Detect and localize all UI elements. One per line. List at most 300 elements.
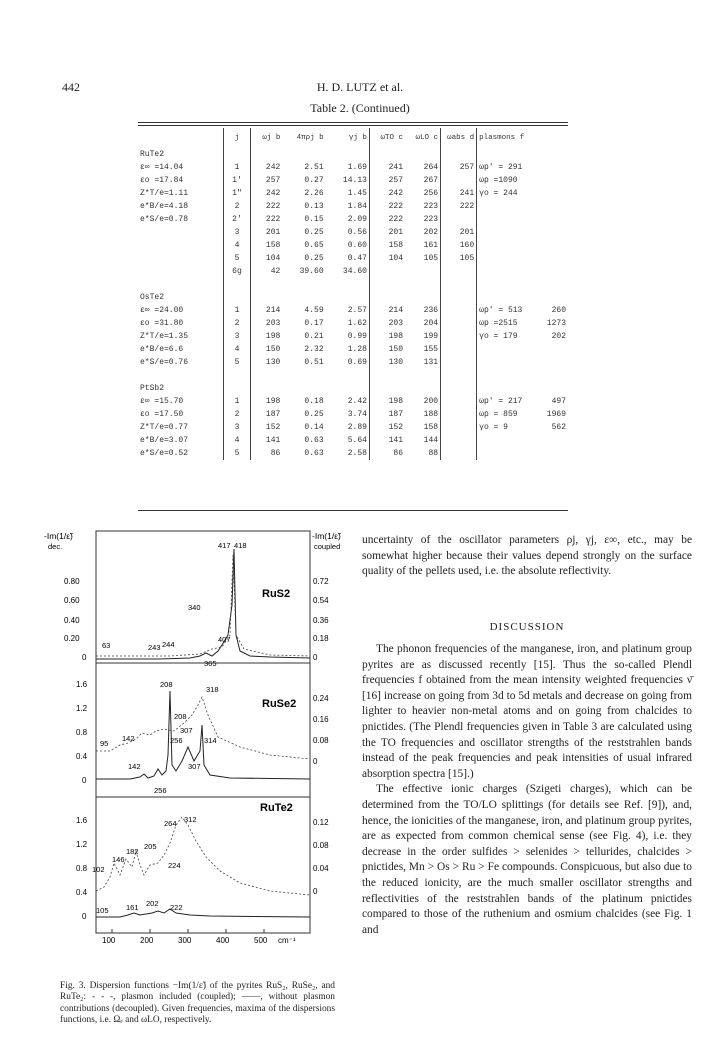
table-cell: 0.63 bbox=[304, 449, 324, 458]
peak-label: 102 bbox=[92, 865, 105, 874]
table-row bbox=[138, 213, 568, 226]
tick: 0.40 bbox=[64, 616, 80, 625]
table-cell: ε∞ =24.00 bbox=[140, 306, 184, 315]
table-cell bbox=[477, 252, 531, 265]
table-cell: 222 bbox=[251, 200, 282, 213]
table-cell: Z*T/e=1.35 bbox=[140, 332, 189, 341]
table-cell: 0.25 bbox=[304, 254, 324, 263]
tick: 300 bbox=[178, 936, 192, 945]
table-cell bbox=[531, 200, 568, 213]
table-cell bbox=[138, 239, 223, 252]
table-cell bbox=[531, 239, 568, 252]
peak-label: 224 bbox=[168, 861, 181, 870]
paragraph: The effective ionic charges (Szigeti charges), which can be determined from the TO/LO splittings (for details see Ref. [9]), and, hence, the ionicities of the manganese, iron, and platinum group pyrites, are as expected from common chemical sense (see Fig. 4), i.e. they decrease in the order sulfides > selenides > tellurides, chalcides > pnictides, Mn > Os > Ru > Fe compounds. Conspicuous, but also due to the reduced ionicity, are the much smaller oscillator strengths and reflectivities of the reststrahlen bands of the platinum pnictides compared to those of the ruthenium and osmium chalcides (see Fig. 1 and bbox=[362, 783, 692, 936]
table-row bbox=[138, 421, 568, 434]
tick: 0 bbox=[313, 653, 318, 662]
tick: 0.04 bbox=[313, 864, 329, 873]
table-cell: 1.28 bbox=[347, 345, 367, 354]
tick: 0.20 bbox=[64, 634, 80, 643]
figure-caption: Fig. 3. Dispersion functions −Im(1/ε̃) of the pyrites RuS₂, RuSe₂, and RuTe₂: - - -, plasmon included (coupled); ——, without plasmon contributions (decoupled). Given frequencies, maxima of the dispersions functions, i.e. Ωₑ and ωLO, respectively. bbox=[60, 981, 335, 1025]
table-cell bbox=[531, 226, 568, 239]
table-row bbox=[138, 317, 568, 330]
table-cell: 0.69 bbox=[347, 358, 367, 367]
table-cell: 2.89 bbox=[347, 423, 367, 432]
table-cell: 150 bbox=[251, 343, 282, 356]
table-cell bbox=[531, 213, 568, 226]
panel-ruse2-name: RuSe2 bbox=[262, 698, 297, 710]
table-cell: γo = 179 bbox=[477, 330, 531, 343]
table-cell: 2.58 bbox=[347, 449, 367, 458]
compound-name: RuTe2 bbox=[140, 150, 165, 159]
peak-label: 63 bbox=[102, 641, 111, 650]
table-cell: ωp =1090 bbox=[477, 174, 531, 187]
table-cell: 1.62 bbox=[347, 319, 367, 328]
peak-label: 407 bbox=[218, 635, 231, 644]
peak-label: 105 bbox=[96, 906, 109, 915]
table-cell: 1' bbox=[223, 174, 251, 187]
table-cell bbox=[477, 226, 531, 239]
panel-rus2-peaks bbox=[102, 541, 247, 668]
peak-label: 307 bbox=[188, 762, 201, 771]
table-cell: γo = 244 bbox=[477, 187, 531, 200]
table-cell: 104 bbox=[369, 252, 405, 265]
table-cell bbox=[138, 265, 223, 278]
table-cell: 152 bbox=[369, 421, 405, 434]
table-cell bbox=[477, 239, 531, 252]
table-cell: γo = 9 bbox=[477, 421, 531, 434]
peak-label: 264 bbox=[164, 819, 177, 828]
table-cell: 1.84 bbox=[347, 202, 367, 211]
table-row bbox=[138, 434, 568, 447]
panel-rus2-name: RuS2 bbox=[262, 588, 291, 600]
table-cell: 144 bbox=[423, 436, 439, 445]
table-cell: 2.09 bbox=[347, 215, 367, 224]
table-cell: 497 bbox=[551, 397, 566, 406]
table-cell: 2 bbox=[223, 317, 251, 330]
tick: 0.8 bbox=[76, 864, 88, 873]
table-cell: 0.17 bbox=[304, 319, 324, 328]
table-top-rule-2 bbox=[138, 125, 568, 126]
table-cell bbox=[441, 174, 477, 187]
table-cell: 5 bbox=[223, 356, 251, 369]
table-row bbox=[138, 265, 568, 278]
peak-label: 256 bbox=[154, 786, 167, 795]
table-cell: 105 bbox=[423, 254, 439, 263]
panel-rus2-left-ticks bbox=[64, 577, 87, 662]
peak-label: 314 bbox=[204, 736, 217, 745]
column-header: plasmons f bbox=[477, 128, 531, 148]
peak-label: 318 bbox=[206, 685, 219, 694]
table-cell: 14.13 bbox=[342, 176, 367, 185]
tick: 0 bbox=[82, 653, 87, 662]
table-cell bbox=[531, 447, 568, 460]
table-cell: 187 bbox=[369, 408, 405, 421]
table-cell bbox=[531, 161, 568, 174]
table-cell: 222 bbox=[251, 213, 282, 226]
table-cell: 198 bbox=[369, 330, 405, 343]
section-heading: DISCUSSION bbox=[489, 621, 565, 633]
table-cell bbox=[441, 447, 477, 460]
tick: 0.80 bbox=[64, 577, 80, 586]
right-text-body bbox=[362, 642, 692, 938]
table-cell bbox=[441, 304, 477, 317]
table-cell bbox=[441, 408, 477, 421]
table-cell bbox=[138, 252, 223, 265]
table-row bbox=[138, 161, 568, 174]
table-cell: e*S/e=0.78 bbox=[140, 215, 189, 224]
tick: 0.60 bbox=[64, 596, 80, 605]
table-cell: 161 bbox=[423, 241, 439, 250]
table-cell: 222 bbox=[441, 200, 477, 213]
table-cell: 2 bbox=[223, 200, 251, 213]
table-cell: εo =17.84 bbox=[140, 176, 184, 185]
left-axis-sub: dec. bbox=[48, 542, 63, 551]
table-cell bbox=[441, 317, 477, 330]
peak-label: 312 bbox=[184, 815, 197, 824]
table-cell: ωp' = 291 bbox=[477, 161, 531, 174]
peak-label: 418 bbox=[234, 541, 247, 550]
table-cell: 4 bbox=[223, 434, 251, 447]
table-cell: 0.47 bbox=[347, 254, 367, 263]
tick: 1.2 bbox=[76, 840, 88, 849]
table-cell: 242 bbox=[251, 161, 282, 174]
table-cell: 267 bbox=[423, 176, 439, 185]
tick: 0.54 bbox=[313, 596, 329, 605]
table-cell: 1" bbox=[223, 187, 251, 200]
table-cell: 0.25 bbox=[304, 410, 324, 419]
table-cell: 0.15 bbox=[304, 215, 324, 224]
data-table bbox=[138, 128, 568, 460]
table-cell bbox=[369, 265, 405, 278]
table-cell: 0.60 bbox=[347, 241, 367, 250]
table-cell: 131 bbox=[423, 358, 439, 367]
table-cell: 105 bbox=[441, 252, 477, 265]
peak-label: 222 bbox=[170, 903, 183, 912]
table-cell bbox=[531, 265, 568, 278]
table-cell: 5 bbox=[223, 252, 251, 265]
table-cell: ε∞ =15.70 bbox=[140, 397, 184, 406]
table-cell: 1 bbox=[223, 304, 251, 317]
table-cell: 1.45 bbox=[347, 189, 367, 198]
figure-3 bbox=[40, 525, 360, 975]
table-cell: 257 bbox=[369, 174, 405, 187]
table-cell: 214 bbox=[369, 304, 405, 317]
table-cell: 223 bbox=[423, 215, 439, 224]
table-cell: 2.42 bbox=[347, 397, 367, 406]
table-cell: e*B/e=3.07 bbox=[140, 436, 189, 445]
table-cell bbox=[531, 187, 568, 200]
panel-rute2-left-ticks bbox=[76, 816, 88, 921]
table-cell: 201 bbox=[441, 226, 477, 239]
column-header: ωLO c bbox=[415, 133, 439, 142]
table-cell: 86 bbox=[251, 447, 282, 460]
table-cell: 204 bbox=[423, 319, 439, 328]
tick: 1.6 bbox=[76, 816, 88, 825]
table-cell bbox=[477, 213, 531, 226]
table-row bbox=[138, 174, 568, 187]
table-cell bbox=[477, 265, 531, 278]
table-cell: 202 bbox=[551, 332, 566, 341]
table-cell: 3.74 bbox=[347, 410, 367, 419]
table-cell: 1273 bbox=[546, 319, 566, 328]
table-cell: 256 bbox=[423, 189, 439, 198]
tick: 0.4 bbox=[76, 752, 88, 761]
table-cell: 160 bbox=[441, 239, 477, 252]
panel-rute2-right-ticks bbox=[313, 818, 329, 896]
tick: 1.6 bbox=[76, 680, 88, 689]
peak-label: 244 bbox=[162, 640, 175, 649]
panel-ruse2-left-ticks bbox=[76, 680, 88, 785]
tick: 0.12 bbox=[313, 818, 329, 827]
tick: 200 bbox=[140, 936, 154, 945]
table-cell: 201 bbox=[251, 226, 282, 239]
tick: 0.36 bbox=[313, 616, 329, 625]
column-header: ωTO c bbox=[369, 128, 405, 148]
peak-label: 243 bbox=[148, 643, 161, 652]
table-cell: 198 bbox=[369, 395, 405, 408]
tick: 0.4 bbox=[76, 888, 88, 897]
paragraph: The phonon frequencies of the manganese, iron, and platinum group pyrites are as discussed recently [15]. Thus the so-called Plendl frequencies f obtained from the mean intensity weighted frequencies ν̄ [16] increase on going from 3d to 5d metals and decrease on going from lighter to heavier non-metal atoms and on going from chalcides to pnictides. (The Plendl frequencies given in Table 3 are calculated using the TO frequencies and oscillator strengths of the reststrahlen bands instead of the peak frequencies and peak intensities of usual infrared absorption spectra [15].) bbox=[362, 643, 692, 780]
table-cell: 155 bbox=[423, 345, 439, 354]
tick: 0.72 bbox=[313, 577, 329, 586]
table-cell bbox=[138, 226, 223, 239]
table-cell: 141 bbox=[251, 434, 282, 447]
table-cell bbox=[441, 434, 477, 447]
tick: 0 bbox=[82, 912, 87, 921]
table-row bbox=[138, 330, 568, 343]
group-name-row bbox=[138, 382, 568, 395]
table-cell: 236 bbox=[423, 306, 439, 315]
column-header: ωabs d bbox=[441, 128, 477, 148]
table-cell bbox=[405, 265, 441, 278]
tick: 0.18 bbox=[313, 634, 329, 643]
table-cell: 3 bbox=[223, 330, 251, 343]
table-cell: 1 bbox=[223, 161, 251, 174]
right-axis-title: -Im(1/ε̃) bbox=[312, 531, 341, 541]
table-cell: 39.60 bbox=[299, 267, 324, 276]
table-cell: 0.18 bbox=[304, 397, 324, 406]
tick: 0.8 bbox=[76, 728, 88, 737]
running-head: H. D. LUTZ et al. bbox=[316, 80, 404, 94]
table-row bbox=[138, 304, 568, 317]
peak-label: 208 bbox=[174, 712, 187, 721]
table-cell: e*S/e=0.76 bbox=[140, 358, 189, 367]
table-row bbox=[138, 343, 568, 356]
table-cell: 0.25 bbox=[304, 228, 324, 237]
table-cell: e*S/e=0.52 bbox=[140, 449, 189, 458]
panel-rute2-peaks bbox=[92, 815, 197, 915]
table-cell: 222 bbox=[369, 213, 405, 226]
table-top-rule bbox=[138, 122, 568, 123]
tick: 0.16 bbox=[313, 715, 329, 724]
tick: 1.2 bbox=[76, 704, 88, 713]
table-cell: 0.56 bbox=[347, 228, 367, 237]
table-row bbox=[138, 252, 568, 265]
table-cell bbox=[441, 343, 477, 356]
table-cell: 241 bbox=[369, 161, 405, 174]
table-cell: εo =17.50 bbox=[140, 410, 184, 419]
table-row bbox=[138, 226, 568, 239]
column-header: j bbox=[223, 128, 251, 148]
table-cell bbox=[531, 343, 568, 356]
peak-label: 95 bbox=[100, 739, 109, 748]
table-cell: 188 bbox=[423, 410, 439, 419]
table-cell: 222 bbox=[369, 200, 405, 213]
tick: 100 bbox=[102, 936, 116, 945]
group-spacer bbox=[138, 369, 568, 382]
table-cell: 3 bbox=[223, 421, 251, 434]
table-cell: 214 bbox=[251, 304, 282, 317]
table-cell: 1.69 bbox=[347, 163, 367, 172]
table-cell: 34.60 bbox=[342, 267, 367, 276]
tick: 0.08 bbox=[313, 841, 329, 850]
tick: 0 bbox=[82, 776, 87, 785]
table-header-row bbox=[138, 128, 568, 148]
table-cell: 141 bbox=[369, 434, 405, 447]
column-header: 4πρj b bbox=[296, 133, 324, 142]
x-tick-labels bbox=[102, 936, 296, 945]
table-cell: 0.21 bbox=[304, 332, 324, 341]
table-cell: 202 bbox=[423, 228, 439, 237]
table-cell bbox=[477, 447, 531, 460]
table-cell: 158 bbox=[251, 239, 282, 252]
table-cell: 1 bbox=[223, 395, 251, 408]
tick: 0 bbox=[313, 757, 318, 766]
group-name-row bbox=[138, 291, 568, 304]
table-bottom-rule bbox=[138, 510, 568, 511]
table-cell: Z*T/e=0.77 bbox=[140, 423, 189, 432]
table-cell: 88 bbox=[428, 449, 439, 458]
table-cell: ωp =2515 bbox=[477, 317, 531, 330]
table-cell: Z*T/e=1.11 bbox=[140, 189, 189, 198]
curve-rus2-coupled bbox=[96, 555, 310, 656]
table-cell: e*B/e=4.18 bbox=[140, 202, 189, 211]
table-cell: 130 bbox=[251, 356, 282, 369]
paragraph: uncertainty of the oscillator parameters ρj, γj, ε∞, etc., may be somewhat higher because their values depend strongly on the surface quality of the pellets used, i.e. the absolute reflectivity. bbox=[362, 534, 692, 578]
table-cell: 203 bbox=[251, 317, 282, 330]
table-row bbox=[138, 356, 568, 369]
right-text-top bbox=[362, 533, 692, 580]
table-cell: 201 bbox=[369, 226, 405, 239]
table-cell: 150 bbox=[369, 343, 405, 356]
table-row bbox=[138, 200, 568, 213]
x-tick-marks bbox=[112, 929, 264, 933]
table-cell: 0.99 bbox=[347, 332, 367, 341]
table-cell bbox=[477, 343, 531, 356]
tick: 0.24 bbox=[313, 694, 329, 703]
table-cell: 242 bbox=[369, 187, 405, 200]
table-cell bbox=[441, 395, 477, 408]
right-axis-sub: coupled bbox=[314, 542, 341, 551]
table-cell bbox=[441, 356, 477, 369]
table-cell bbox=[441, 421, 477, 434]
column-header bbox=[531, 128, 568, 148]
table-cell: 2 bbox=[223, 408, 251, 421]
table-cell bbox=[477, 434, 531, 447]
table-cell: 2.32 bbox=[304, 345, 324, 354]
table-cell: 0.51 bbox=[304, 358, 324, 367]
table-cell: 6g bbox=[223, 265, 251, 278]
left-axis-title: -Im(1/ε̃) bbox=[44, 531, 73, 541]
table-cell: εo =31.80 bbox=[140, 319, 184, 328]
table-cell: 4.59 bbox=[304, 306, 324, 315]
table-cell: 199 bbox=[423, 332, 439, 341]
table-cell: 200 bbox=[423, 397, 439, 406]
table-cell: ε∞ =14.04 bbox=[140, 163, 184, 172]
table-cell: 241 bbox=[441, 187, 477, 200]
tick: 0.08 bbox=[313, 736, 329, 745]
table-cell: 198 bbox=[251, 395, 282, 408]
table-row bbox=[138, 447, 568, 460]
table-cell: 562 bbox=[551, 423, 566, 432]
table-cell: 4 bbox=[223, 343, 251, 356]
table-cell: 42 bbox=[251, 265, 282, 278]
table-title: Table 2. (Continued) bbox=[310, 101, 410, 115]
peak-label: 340 bbox=[188, 603, 201, 612]
peak-label: 202 bbox=[146, 899, 159, 908]
table-cell: 3 bbox=[223, 226, 251, 239]
table-cell: 0.14 bbox=[304, 423, 324, 432]
table-cell: 198 bbox=[251, 330, 282, 343]
table-cell: 242 bbox=[251, 187, 282, 200]
table-cell bbox=[477, 200, 531, 213]
table-cell: 104 bbox=[251, 252, 282, 265]
table-cell: 2' bbox=[223, 213, 251, 226]
table-cell: 260 bbox=[551, 306, 566, 315]
table-cell: 2.26 bbox=[304, 189, 324, 198]
panel-ruse2-right-ticks bbox=[313, 694, 329, 766]
table-cell: 1969 bbox=[546, 410, 566, 419]
table-cell: 0.65 bbox=[304, 241, 324, 250]
tick: 400 bbox=[216, 936, 230, 945]
group-spacer bbox=[138, 278, 568, 291]
column-header: γj b bbox=[348, 133, 367, 142]
peak-label: 307 bbox=[180, 726, 193, 735]
tick: 0 bbox=[313, 887, 318, 896]
table-cell: 158 bbox=[423, 423, 439, 432]
table-row bbox=[138, 395, 568, 408]
x-unit: cm⁻¹ bbox=[278, 936, 296, 945]
table-cell: 257 bbox=[251, 174, 282, 187]
table-cell: 158 bbox=[369, 239, 405, 252]
page-number: 442 bbox=[62, 80, 80, 94]
table-cell: 223 bbox=[423, 202, 439, 211]
table-cell: 203 bbox=[369, 317, 405, 330]
table-cell bbox=[477, 356, 531, 369]
table-cell: ωp = 859 bbox=[477, 408, 531, 421]
peak-label: 142 bbox=[128, 762, 141, 771]
column-header: ωj b bbox=[251, 128, 282, 148]
table-cell: 5 bbox=[223, 447, 251, 460]
table-cell: 187 bbox=[251, 408, 282, 421]
peak-label: 161 bbox=[126, 903, 139, 912]
peak-label: 182 bbox=[126, 847, 139, 856]
table-cell bbox=[531, 434, 568, 447]
table-cell: 152 bbox=[251, 421, 282, 434]
peak-label: 208 bbox=[160, 680, 173, 689]
peak-label: 365 bbox=[204, 659, 217, 668]
peak-label: 142 bbox=[122, 734, 135, 743]
table-cell: 0.13 bbox=[304, 202, 324, 211]
table-cell: 2.51 bbox=[304, 163, 324, 172]
table-cell: 5.64 bbox=[347, 436, 367, 445]
table-cell: 4 bbox=[223, 239, 251, 252]
compound-name: PtSb2 bbox=[140, 384, 165, 393]
table-cell bbox=[441, 265, 477, 278]
table-cell bbox=[531, 356, 568, 369]
tick: 500 bbox=[254, 936, 268, 945]
table-row bbox=[138, 239, 568, 252]
